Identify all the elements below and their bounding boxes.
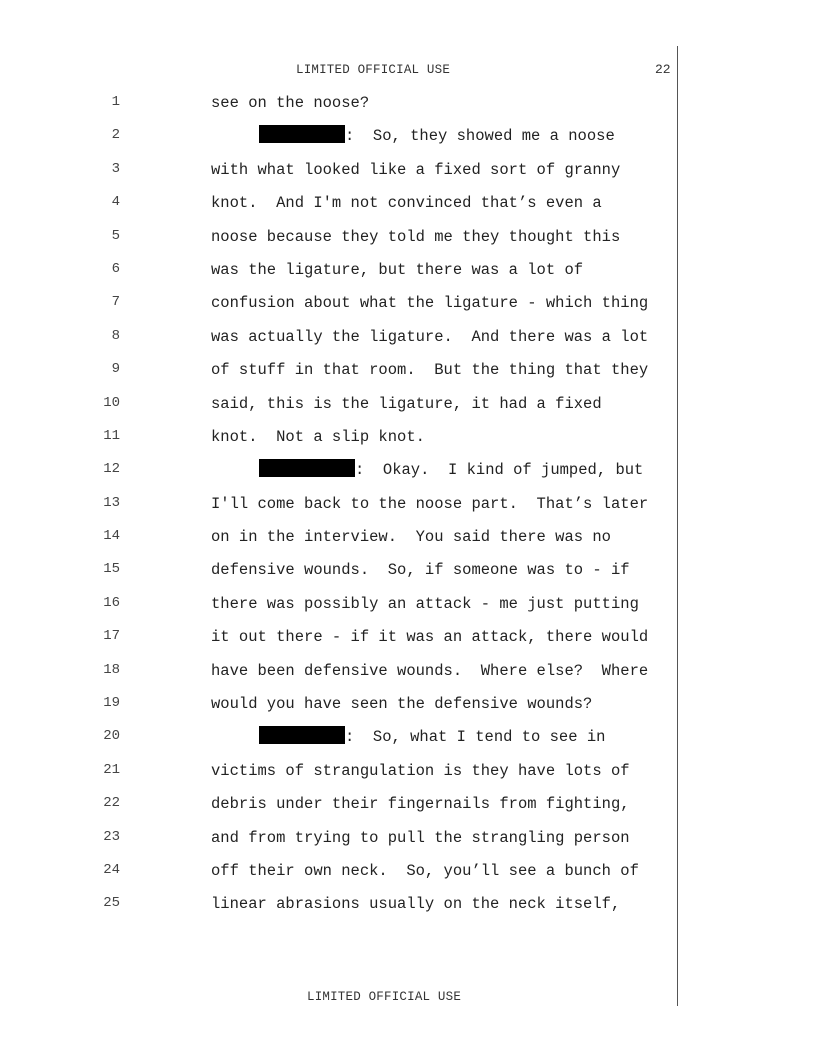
transcript-body (0, 92, 676, 927)
line-number: 17 (103, 628, 120, 645)
line-text: knot. Not a slip knot. (211, 427, 425, 446)
transcript-line (0, 292, 676, 325)
transcript-line (0, 459, 676, 492)
transcript-line (0, 493, 676, 526)
line-text: with what looked like a fixed sort of granny (211, 160, 621, 179)
line-text: and from trying to pull the strangling person (211, 828, 630, 847)
line-text: I'll come back to the noose part. That’s later (211, 494, 649, 513)
transcript-line (0, 860, 676, 893)
line-number: 13 (103, 494, 120, 511)
transcript-line (0, 326, 676, 359)
transcript-line (0, 827, 676, 860)
transcript-line (0, 192, 676, 225)
line-number: 5 (111, 227, 120, 244)
page-number: 22 (655, 62, 671, 77)
transcript-line (0, 660, 676, 693)
line-text: off their own neck. So, you’ll see a bunch of (211, 861, 639, 880)
speaker-line (259, 459, 643, 481)
transcript-line (0, 159, 676, 192)
speaker-line (259, 726, 605, 748)
transcript-line (0, 893, 676, 926)
transcript-line (0, 259, 676, 292)
line-number: 25 (103, 895, 120, 912)
line-text: was the ligature, but there was a lot of (211, 260, 584, 279)
line-number: 6 (111, 260, 120, 277)
line-number: 9 (111, 361, 120, 378)
transcript-line (0, 793, 676, 826)
line-text: knot. And I'm not convinced that’s even a (211, 194, 602, 213)
line-text: debris under their fingernails from fighting, (211, 795, 630, 814)
line-number: 15 (103, 561, 120, 578)
right-margin-rule (677, 46, 678, 1006)
line-text: on in the interview. You said there was no (211, 528, 611, 547)
line-number: 4 (111, 194, 120, 211)
line-number: 3 (111, 160, 120, 177)
line-number: 18 (103, 661, 120, 678)
line-number: 16 (103, 594, 120, 611)
footer-classification: LIMITED OFFICIAL USE (307, 990, 462, 1004)
line-number: 12 (103, 461, 120, 478)
line-text: : So, what I tend to see in (345, 728, 606, 747)
speaker-line (259, 125, 615, 147)
transcript-line (0, 393, 676, 426)
line-text: victims of strangulation is they have lots of (211, 761, 630, 780)
line-text: linear abrasions usually on the neck itself, (211, 895, 621, 914)
line-text: confusion about what the ligature - which thing (211, 294, 649, 313)
line-text: was actually the ligature. And there was a lot (211, 327, 649, 346)
line-text: see on the noose? (211, 94, 370, 112)
line-text: would you have seen the defensive wounds? (211, 695, 593, 714)
line-text: noose because they told me they thought this (211, 227, 621, 246)
line-text: have been defensive wounds. Where else? Where (211, 661, 649, 680)
transcript-line (0, 125, 676, 158)
line-text: defensive wounds. So, if someone was to - if (211, 561, 630, 580)
redacted-speaker-name (259, 125, 345, 143)
line-number: 19 (103, 695, 120, 712)
line-number: 23 (103, 828, 120, 845)
line-number: 7 (111, 294, 120, 311)
line-text: it out there - if it was an attack, there would (211, 628, 649, 647)
transcript-line (0, 559, 676, 592)
line-text: of stuff in that room. But the thing that they (211, 361, 649, 380)
transcript-line (0, 626, 676, 659)
line-number: 20 (103, 728, 120, 745)
transcript-line (0, 426, 676, 459)
transcript-line (0, 760, 676, 793)
transcript-line (0, 593, 676, 626)
transcript-line (0, 526, 676, 559)
line-number: 22 (103, 795, 120, 812)
line-number: 2 (111, 127, 120, 144)
transcript-line (0, 226, 676, 259)
redacted-speaker-name (259, 459, 355, 477)
transcript-line (0, 693, 676, 726)
transcript-line (0, 726, 676, 759)
transcript-line (0, 92, 676, 125)
header-classification: LIMITED OFFICIAL USE (296, 63, 451, 77)
line-number: 1 (111, 94, 120, 110)
line-text: said, this is the ligature, it had a fixed (211, 394, 602, 413)
line-number: 14 (103, 528, 120, 545)
line-text: there was possibly an attack - me just putting (211, 594, 639, 613)
line-number: 11 (103, 427, 120, 444)
line-number: 8 (111, 327, 120, 344)
line-number: 10 (103, 394, 120, 411)
redacted-speaker-name (259, 726, 345, 744)
line-text: : Okay. I kind of jumped, but (355, 461, 644, 480)
line-number: 21 (103, 761, 120, 778)
line-number: 24 (103, 861, 120, 878)
transcript-line (0, 359, 676, 392)
line-text: : So, they showed me a noose (345, 127, 615, 146)
